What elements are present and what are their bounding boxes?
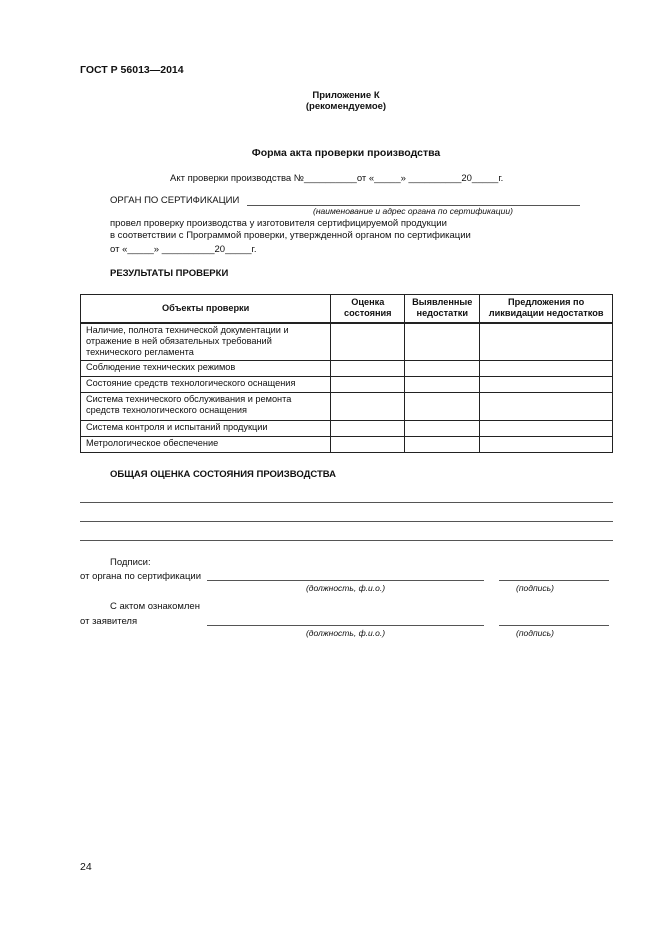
row-label: Система контроля и испытаний продукции <box>81 421 331 437</box>
assessment-cell[interactable] <box>331 421 405 437</box>
proposals-cell[interactable] <box>480 361 613 377</box>
overall-line-1[interactable] <box>80 502 613 503</box>
signatures-label: Подписи: <box>110 557 151 568</box>
proposals-cell[interactable] <box>480 323 613 361</box>
assessment-cell[interactable] <box>331 377 405 393</box>
overall-line-2[interactable] <box>80 521 613 522</box>
overall-heading: ОБЩАЯ ОЦЕНКА СОСТОЯНИЯ ПРОИЗВОДСТВА <box>110 469 337 480</box>
proposals-cell[interactable] <box>480 437 613 453</box>
table-row <box>81 377 613 393</box>
results-table <box>80 294 613 453</box>
applicant-signature-line[interactable] <box>499 625 609 626</box>
table-header-row <box>81 295 613 323</box>
standard-number: ГОСТ Р 56013—2014 <box>80 64 184 76</box>
table-row <box>81 361 613 377</box>
text-line-2: в соответствии с Программой проверки, утвержденной органом по сертификации <box>110 230 471 241</box>
applicant-position-hint: (должность, ф.и.о.) <box>305 628 386 638</box>
table-row <box>81 393 613 421</box>
organ-label: ОРГАН ПО СЕРТИФИКАЦИИ <box>110 195 240 206</box>
row-label: Наличие, полнота технической документации и отражение в ней обязательных требований технического регламента <box>81 323 331 361</box>
text-line-1: провел проверку производства у изготовителя сертифицируемой продукции <box>110 218 447 229</box>
overall-line-3[interactable] <box>80 540 613 541</box>
deficiencies-cell[interactable] <box>405 421 480 437</box>
appendix-subtitle: (рекомендуемое) <box>305 101 387 112</box>
organ-signature-hint: (подпись) <box>516 583 554 593</box>
organ-hint: (наименование и адрес органа по сертификации) <box>313 206 513 216</box>
table-row <box>81 323 613 361</box>
form-title: Форма акта проверки производства <box>251 147 441 159</box>
organ-position-hint: (должность, ф.и.о.) <box>305 583 386 593</box>
proposals-cell[interactable] <box>480 421 613 437</box>
table-row <box>81 421 613 437</box>
deficiencies-cell[interactable] <box>405 323 480 361</box>
assessment-cell[interactable] <box>331 323 405 361</box>
results-heading: РЕЗУЛЬТАТЫ ПРОВЕРКИ <box>110 268 229 279</box>
row-label: Система технического обслуживания и ремонта средств технологического оснащения <box>81 393 331 421</box>
acquainted-label: С актом ознакомлен <box>110 601 200 612</box>
assessment-cell[interactable] <box>331 361 405 377</box>
organ-position-line[interactable] <box>207 580 484 581</box>
applicant-label: от заявителя <box>80 616 138 627</box>
table-row <box>81 437 613 453</box>
appendix-title: Приложение К <box>312 90 380 101</box>
text-line-3: от «_____» __________20_____г. <box>110 244 257 255</box>
column-header: Выявленные недостатки <box>405 295 480 323</box>
deficiencies-cell[interactable] <box>405 437 480 453</box>
applicant-position-line[interactable] <box>207 625 484 626</box>
assessment-cell[interactable] <box>331 393 405 421</box>
column-header: Предложения по ликвидации недостатков <box>480 295 613 323</box>
row-label: Состояние средств технологического оснащения <box>81 377 331 393</box>
row-label: Соблюдение технических режимов <box>81 361 331 377</box>
proposals-cell[interactable] <box>480 377 613 393</box>
assessment-cell[interactable] <box>331 437 405 453</box>
column-header: Объекты проверки <box>81 295 331 323</box>
proposals-cell[interactable] <box>480 393 613 421</box>
row-label: Метрологическое обеспечение <box>81 437 331 453</box>
page-number: 24 <box>80 861 92 873</box>
column-header: Оценка состояния <box>331 295 405 323</box>
deficiencies-cell[interactable] <box>405 393 480 421</box>
organ-signature-label: от органа по сертификации <box>80 571 201 582</box>
organ-signature-line[interactable] <box>499 580 609 581</box>
deficiencies-cell[interactable] <box>405 377 480 393</box>
act-line: Акт проверки производства №__________от «_____» __________20_____г. <box>170 173 504 184</box>
deficiencies-cell[interactable] <box>405 361 480 377</box>
applicant-signature-hint: (подпись) <box>516 628 554 638</box>
